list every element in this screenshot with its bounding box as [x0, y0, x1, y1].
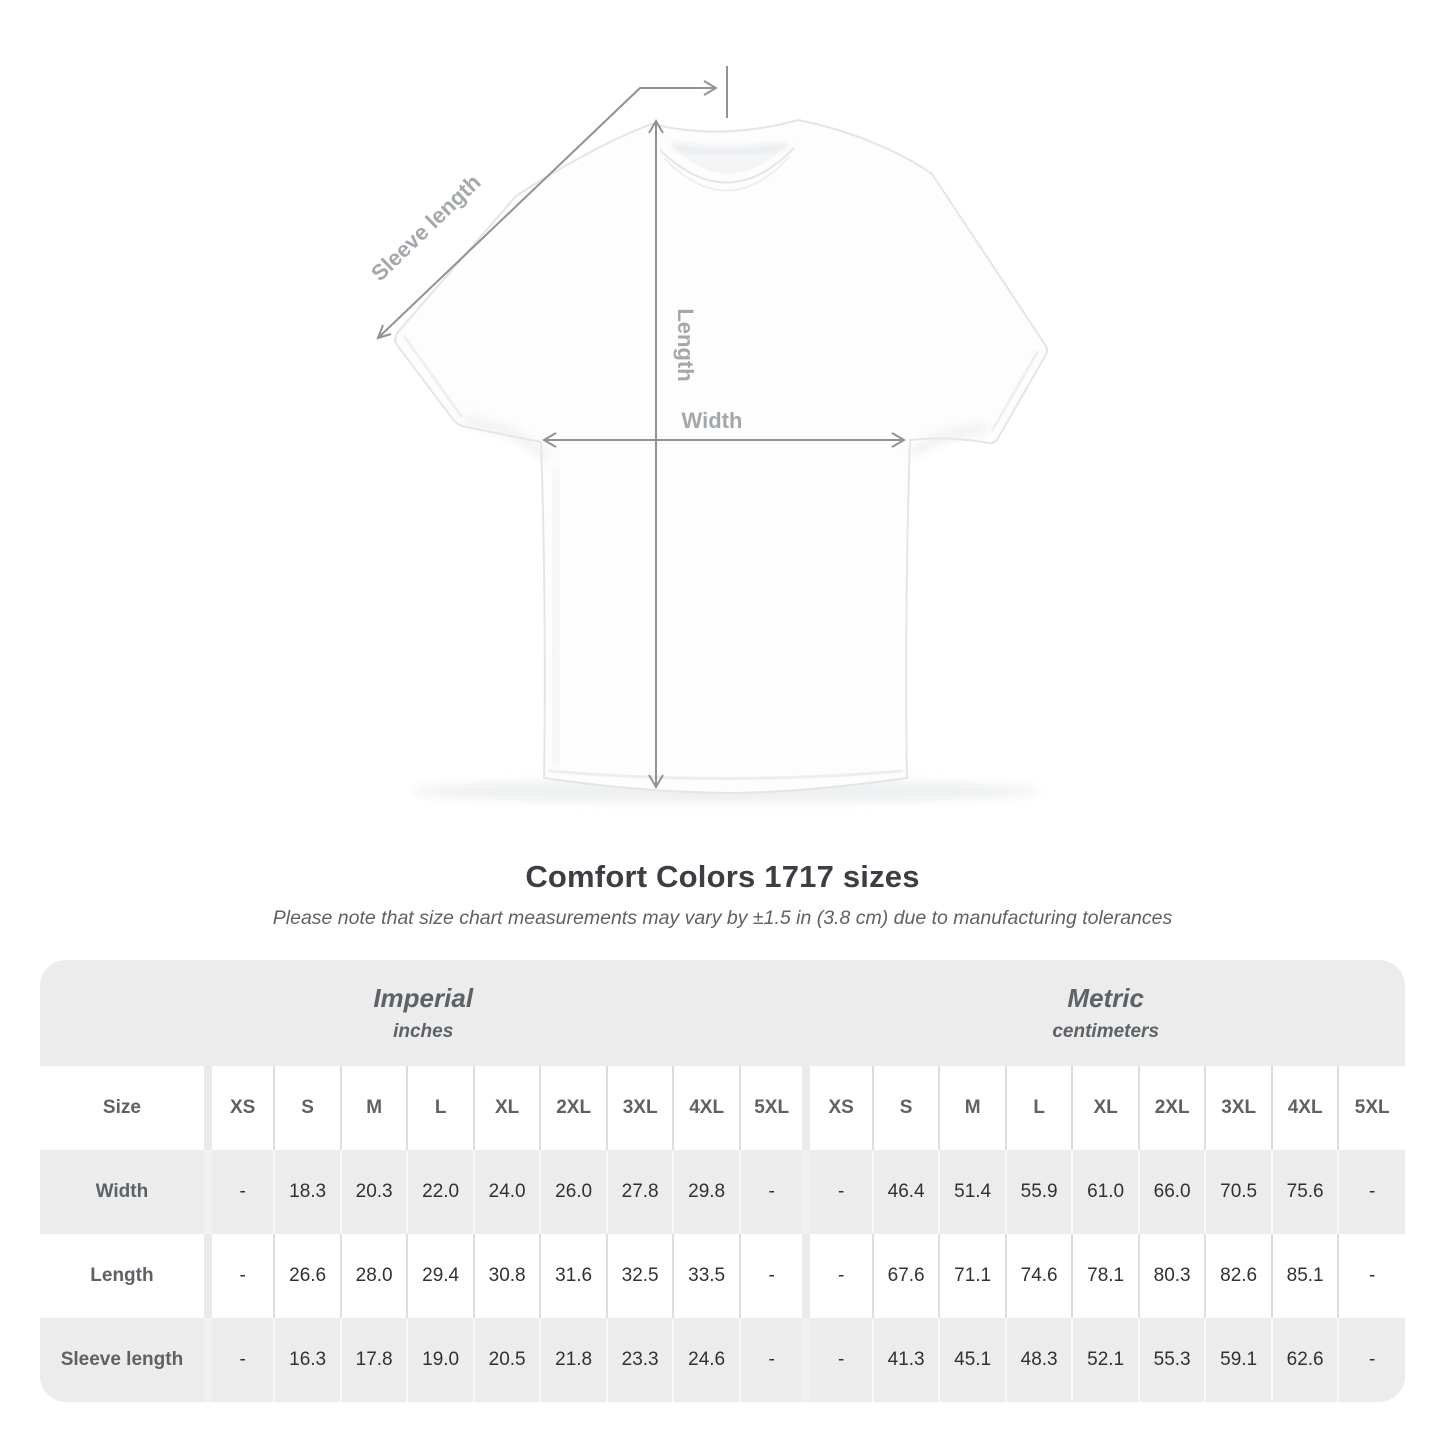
size-header: M [341, 1066, 408, 1150]
cell: 75.6 [1272, 1150, 1339, 1234]
cell: 31.6 [540, 1234, 607, 1318]
left-side-shading [554, 470, 558, 768]
cell: - [806, 1234, 873, 1318]
cell: - [1338, 1318, 1405, 1402]
size-column-header: Size [40, 1066, 208, 1150]
cell: 66.0 [1139, 1150, 1206, 1234]
size-header: S [274, 1066, 341, 1150]
size-header: M [939, 1066, 1006, 1150]
cell: 74.6 [1006, 1234, 1073, 1318]
tshirt-silhouette [395, 120, 1047, 793]
cell: 70.5 [1205, 1150, 1272, 1234]
cell: 24.0 [474, 1150, 541, 1234]
row-label-width: Width [40, 1150, 208, 1234]
cell: 19.0 [407, 1318, 474, 1402]
cell: 26.6 [274, 1234, 341, 1318]
cell: 51.4 [939, 1150, 1006, 1234]
cell: - [1338, 1150, 1405, 1234]
length-row [40, 1234, 1405, 1318]
cell: 29.4 [407, 1234, 474, 1318]
cell: 45.1 [939, 1318, 1006, 1402]
cell: 33.5 [673, 1234, 740, 1318]
cell: - [1338, 1234, 1405, 1318]
cell: 46.4 [873, 1150, 940, 1234]
cell: 59.1 [1205, 1318, 1272, 1402]
cell: - [208, 1318, 275, 1402]
cell: 52.1 [1072, 1318, 1139, 1402]
metric-label: Metric [1067, 983, 1144, 1013]
size-header: 3XL [1205, 1066, 1272, 1150]
cell: 20.5 [474, 1318, 541, 1402]
cell: 20.3 [341, 1150, 408, 1234]
cell: 41.3 [873, 1318, 940, 1402]
cell: 85.1 [1272, 1234, 1339, 1318]
cell: 16.3 [274, 1318, 341, 1402]
size-header: S [873, 1066, 940, 1150]
cell: 18.3 [274, 1150, 341, 1234]
row-label-sleeve-length: Sleeve length [40, 1318, 208, 1402]
cell: 71.1 [939, 1234, 1006, 1318]
row-label-length: Length [40, 1234, 208, 1318]
cell: 62.6 [1272, 1318, 1339, 1402]
cell: - [208, 1150, 275, 1234]
length-label: Length [673, 308, 698, 382]
page-title: Comfort Colors 1717 sizes [525, 859, 920, 894]
centimeters-label: centimeters [1052, 1021, 1160, 1042]
size-header: XS [208, 1066, 275, 1150]
cell: - [806, 1318, 873, 1402]
size-header: L [1006, 1066, 1073, 1150]
size-table [40, 960, 1405, 1402]
cell: 30.8 [474, 1234, 541, 1318]
size-header: XS [806, 1066, 873, 1150]
cell: 23.3 [607, 1318, 674, 1402]
cell: 26.0 [540, 1150, 607, 1234]
size-header: 2XL [540, 1066, 607, 1150]
cell: 29.8 [673, 1150, 740, 1234]
size-header: 5XL [1338, 1066, 1405, 1150]
tolerance-note: Please note that size chart measurements may vary by ±1.5 in (3.8 cm) due to manufacturing tolerances [272, 907, 1173, 929]
cell: - [740, 1150, 807, 1234]
size-table-grid [40, 960, 1405, 1402]
size-header: XL [1072, 1066, 1139, 1150]
sleeve-length-row [40, 1318, 1405, 1402]
cell: 82.6 [1205, 1234, 1272, 1318]
cell: 17.8 [341, 1318, 408, 1402]
size-header: 5XL [740, 1066, 807, 1150]
size-header: 4XL [1272, 1066, 1339, 1150]
cell: 78.1 [1072, 1234, 1139, 1318]
sleeve-length-label: Sleeve length [366, 169, 486, 286]
imperial-section-header [40, 960, 806, 1066]
cell: 22.0 [407, 1150, 474, 1234]
width-row [40, 1150, 1405, 1234]
size-header: L [407, 1066, 474, 1150]
unit-header-row [40, 960, 1405, 1066]
cell: 48.3 [1006, 1318, 1073, 1402]
cell: - [208, 1234, 275, 1318]
cell: 67.6 [873, 1234, 940, 1318]
cell: 61.0 [1072, 1150, 1139, 1234]
cell: 55.9 [1006, 1150, 1073, 1234]
cell: 24.6 [673, 1318, 740, 1402]
cell: 80.3 [1139, 1234, 1206, 1318]
cell: 27.8 [607, 1150, 674, 1234]
size-header: XL [474, 1066, 541, 1150]
cell: 32.5 [607, 1234, 674, 1318]
inches-label: inches [393, 1021, 454, 1042]
cell: - [740, 1318, 807, 1402]
width-label: Width [681, 408, 743, 433]
cell: 28.0 [341, 1234, 408, 1318]
cell: 21.8 [540, 1318, 607, 1402]
cell: - [806, 1150, 873, 1234]
size-header: 2XL [1139, 1066, 1206, 1150]
size-header: 3XL [607, 1066, 674, 1150]
cell: 55.3 [1139, 1318, 1206, 1402]
size-header: 4XL [673, 1066, 740, 1150]
cell: - [740, 1234, 807, 1318]
metric-section-header [806, 960, 1405, 1066]
imperial-label: Imperial [373, 983, 474, 1013]
size-header-row [40, 1066, 1405, 1150]
